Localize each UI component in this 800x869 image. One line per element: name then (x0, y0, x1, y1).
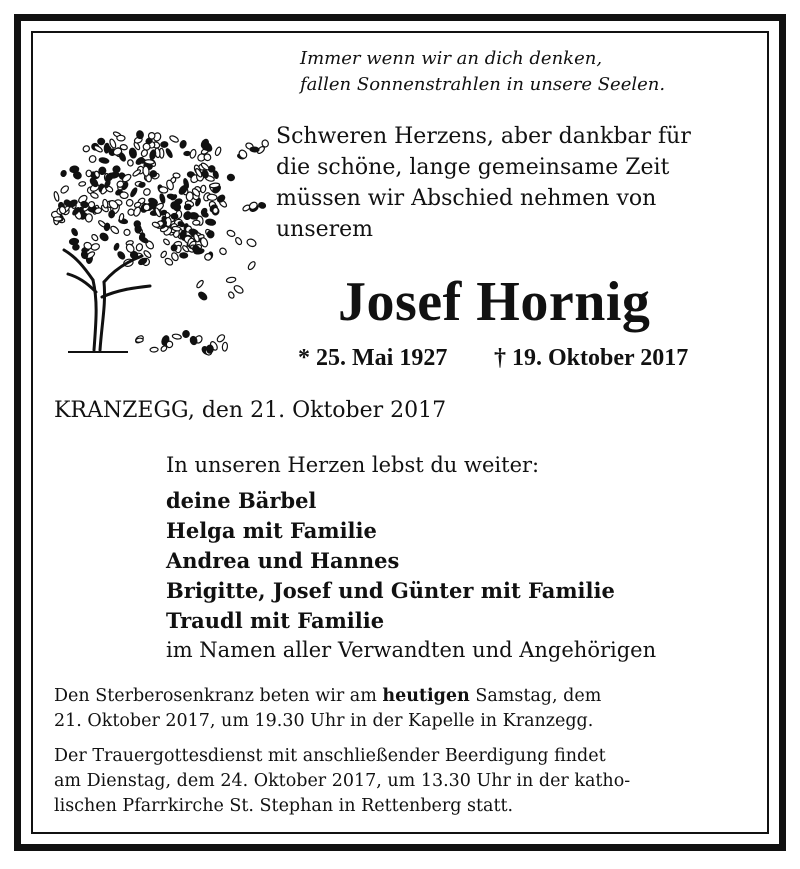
tree-leaf (117, 251, 126, 261)
tree-leaf (108, 210, 115, 218)
tree-leaf (98, 138, 105, 145)
tree-leaf (135, 243, 143, 252)
tree-leaf (126, 199, 134, 207)
tree-leaf (135, 156, 145, 166)
tree-leaf (132, 169, 141, 177)
tree-leaf (234, 237, 242, 246)
birth-date: * 25. Mai 1927 (298, 345, 448, 371)
tree-leaf (222, 342, 228, 351)
motto-line-1: Immer wenn wir an dich denken, (300, 48, 603, 69)
mourner-name: Brigitte, Josef und Günter mit Familie (166, 578, 615, 603)
tree-leaf (160, 250, 168, 258)
tree-leaf (104, 143, 109, 153)
tree-leaf (161, 142, 168, 148)
tree-leaf (196, 279, 205, 288)
tree-leaf (206, 345, 213, 353)
motto-line-2: fallen Sonnenstrahlen in unsere Seelen. (300, 74, 666, 95)
tree-leaf (99, 232, 110, 243)
tree-leaf (197, 291, 208, 302)
tree-leaf (60, 170, 67, 177)
tree-leaf (246, 238, 257, 248)
tree-leaf (169, 135, 179, 144)
funeral-line-1: Der Trauergottesdienst mit anschließender Beerdigung findet (54, 746, 606, 766)
tree-leaf (184, 204, 191, 210)
rosary-text-1: Den Sterberosenkranz beten wir am (54, 686, 383, 706)
tree-leaf (179, 140, 187, 149)
mourners-lead: In unseren Herzen lebst du weiter: (166, 453, 540, 477)
tree-leaf (127, 159, 133, 166)
tree-leaf (201, 211, 209, 218)
tree-leaf (250, 147, 259, 152)
place-date: KRANZEGG, den 21. Oktober 2017 (54, 398, 447, 423)
tree-leaf (247, 261, 256, 271)
tree-leaf (53, 191, 59, 202)
tree-leaf (143, 250, 152, 259)
intro-line-2: die schöne, lange gemeinsame Zeit (276, 155, 670, 180)
tree-leaf (216, 333, 226, 343)
tree-leaf (70, 166, 79, 173)
rosary-text-2: Samstag, dem (469, 686, 602, 706)
tree-leaf (110, 225, 120, 235)
tree-leaf (171, 213, 178, 219)
tree-leaf (72, 244, 79, 251)
tree-leaf (123, 228, 131, 236)
tree-leaf (136, 338, 144, 343)
tree-leaf (86, 170, 92, 177)
tree-leaf (159, 193, 165, 203)
tree-leaf (90, 191, 99, 199)
tree-leaf (134, 221, 141, 228)
tree-leaf (180, 253, 188, 258)
funeral-line-3: lischen Pfarrkirche St. Stephan in Rettenberg statt. (54, 796, 514, 816)
mourner-name: Traudl mit Familie (166, 608, 385, 633)
tree-leaf (54, 217, 63, 221)
tree-leaf (93, 144, 103, 153)
tree-leaf (165, 148, 173, 158)
intro-line-4: unserem (276, 217, 374, 242)
tree-leaf (113, 243, 119, 251)
tree-leaf (88, 154, 97, 163)
intro-line-1: Schweren Herzens, aber dankbar für (276, 124, 691, 149)
tree-leaf (227, 174, 235, 181)
tree-leaf (142, 166, 149, 177)
tree-leaf (149, 149, 157, 159)
tree-leaf (218, 247, 227, 256)
tree-leaf (82, 145, 90, 153)
mourner-name: deine Bärbel (166, 488, 317, 513)
tree-leaf (99, 157, 109, 164)
tree-leaf (78, 181, 85, 186)
tree-leaf (91, 233, 99, 241)
tree-leaf (200, 185, 206, 193)
tree-leaf (226, 277, 236, 284)
death-date: † 19. Oktober 2017 (494, 345, 689, 371)
tree-leaf (207, 230, 214, 238)
tree-leaf (212, 207, 218, 214)
tree-leaf (142, 187, 151, 196)
rosary-emphasis: heutigen (382, 686, 470, 706)
tree-leaf (227, 291, 235, 299)
tree-leaf (207, 194, 217, 201)
tree-leaf (85, 214, 92, 223)
mourner-name: Andrea und Hannes (166, 548, 400, 573)
tree-with-falling-leaves-icon (46, 122, 270, 356)
deceased-name: Josef Hornig (338, 271, 651, 333)
mourners-closing: im Namen aller Verwandten und Angehörigen (166, 638, 657, 662)
funeral-line-2: am Dienstag, dem 24. Oktober 2017, um 13.30 Uhr in der katho- (54, 771, 631, 791)
rosary-line-2: 21. Oktober 2017, um 19.30 Uhr in der Kapelle in Kranzegg. (54, 711, 594, 731)
tree-leaf (163, 238, 171, 246)
tree-leaf (60, 185, 70, 195)
tree-leaf (258, 202, 266, 209)
tree-leaf (144, 159, 154, 164)
tree-leaf (182, 330, 189, 338)
tree-leaf (193, 220, 200, 225)
tree-leaf (117, 135, 125, 141)
tree-leaf (226, 229, 236, 237)
tree-leaf (233, 284, 244, 295)
tree-leaf (150, 347, 158, 352)
rosary-line-1 (54, 684, 601, 709)
tree-leaf (189, 149, 197, 159)
tree-leaf (214, 146, 222, 156)
tree-leaf (205, 219, 216, 226)
tree-leaf (173, 173, 181, 179)
tree-leaf (119, 191, 128, 199)
tree-leaf (129, 148, 138, 159)
tree-leaf (130, 187, 138, 197)
intro-line-3: müssen wir Abschied nehmen von (276, 186, 657, 211)
tree-leaf (71, 228, 79, 237)
tree-leaf (172, 333, 182, 339)
mourner-name: Helga mit Familie (166, 518, 377, 543)
